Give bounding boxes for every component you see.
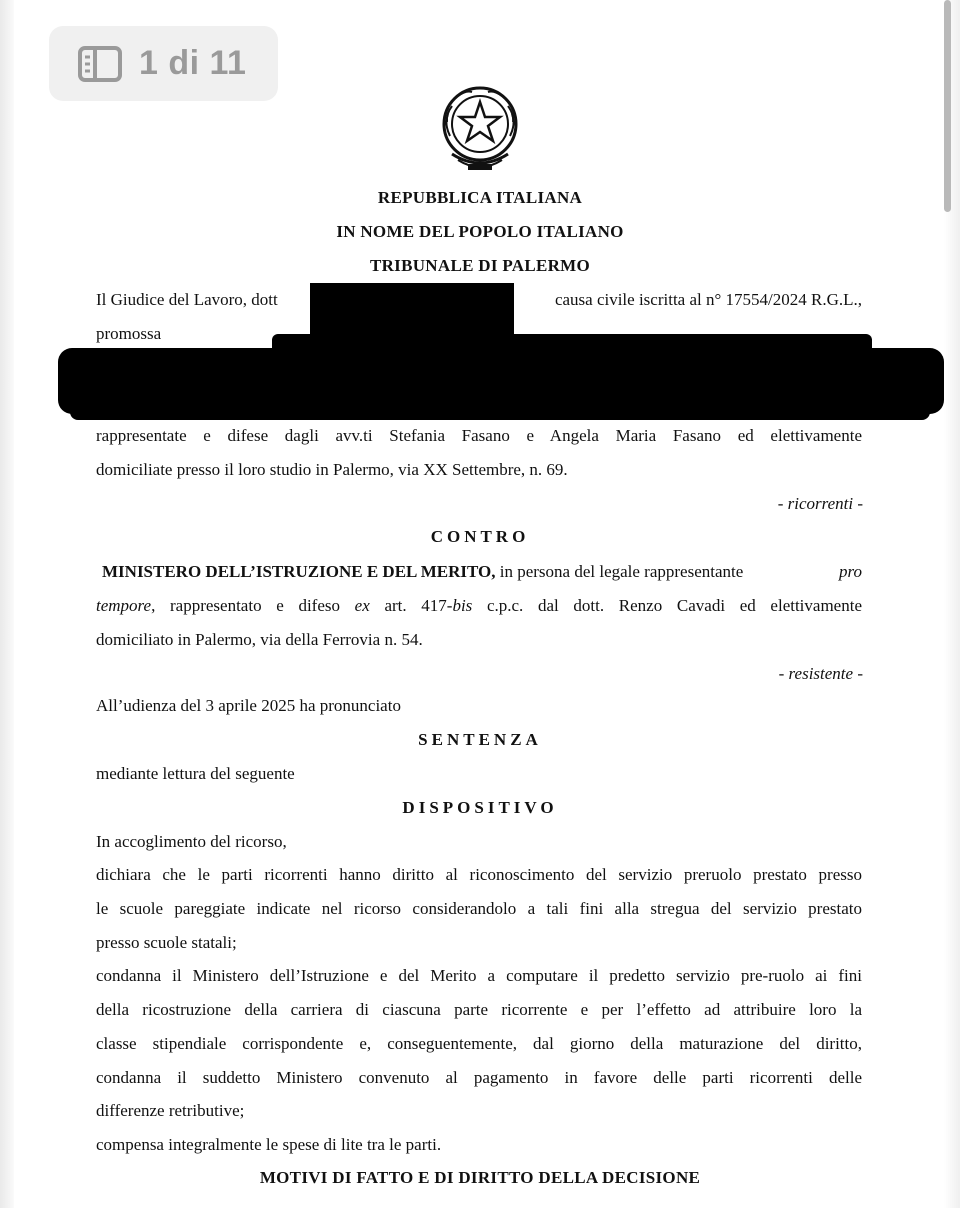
sentenza-heading: SENTENZA: [418, 730, 542, 749]
resistente-label: - resistente -: [778, 664, 863, 683]
motivi-heading: MOTIVI DI FATTO E DI DIRITTO DELLA DECISIONE: [259, 1168, 701, 1187]
page-edge-shadow: [0, 0, 14, 1208]
republic-emblem-icon: [438, 84, 522, 176]
body-line: condanna il suddetto Ministero convenuto al pagamento in favore delle parti ricorrenti delle: [96, 1068, 862, 1087]
page-layout-icon: [77, 45, 123, 83]
intro-right: causa civile iscritta al n° 17554/2024 R.G.L.,: [554, 290, 862, 309]
intro-left: Il Giudice del Lavoro, dott: [96, 290, 278, 309]
header-repubblica: REPUBBLICA ITALIANA: [377, 188, 583, 207]
representation-line-1: rappresentate e difese dagli avv.ti Stefania Fasano e Angela Maria Fasano ed elettivamente: [96, 426, 862, 445]
body-line: compensa integralmente le spese di lite tra le parti.: [96, 1135, 442, 1154]
ricorrenti-label: - ricorrenti -: [777, 494, 863, 513]
bis-text: bis: [452, 596, 473, 615]
promossa-text: promossa: [96, 324, 162, 343]
udienza-text: All’udienza del 3 aprile 2025 ha pronunciato: [96, 696, 401, 715]
line2-part-a: , rappresentato e difeso: [151, 596, 340, 615]
body-line: differenze retributive;: [96, 1101, 245, 1120]
lettura-text: mediante lettura del seguente: [96, 764, 295, 783]
line2-part-b: art. 417-: [384, 596, 453, 615]
header-tribunale: TRIBUNALE DI PALERMO: [369, 256, 591, 275]
ministry-line-1: [102, 562, 862, 582]
vertical-scrollbar[interactable]: [944, 0, 951, 212]
body-line: della ricostruzione della carriera di ciascuna parte ricorrente e per l’effetto ad attribuire loro la: [96, 1000, 862, 1019]
ministry-line-2: [96, 596, 862, 616]
dispositivo-heading: DISPOSITIVO: [402, 798, 558, 817]
header-popolo: IN NOME DEL POPOLO ITALIANO: [336, 222, 624, 241]
ministry-line-3: domiciliato in Palermo, via della Ferrovia n. 54.: [96, 630, 423, 649]
ministry-rest: in persona del legale rappresentante: [499, 562, 744, 581]
body-line: In accoglimento del ricorso,: [96, 832, 287, 851]
line2-part-c: c.p.c. dal dott. Renzo Cavadi ed elettivamente: [486, 596, 862, 615]
ministry-name: MINISTERO DELL’ISTRUZIONE E DEL MERITO,: [102, 562, 496, 581]
contro-heading: CONTRO: [430, 527, 530, 546]
pro-text: pro: [839, 562, 862, 581]
ex-text: ex: [354, 596, 370, 615]
body-line: condanna il Ministero dell’Istruzione e del Merito a computare il predetto servizio pre-ruolo ai fini: [96, 966, 862, 985]
redaction-bar: [70, 404, 930, 420]
page-indicator[interactable]: [49, 26, 278, 101]
page-counter: 1 di 11: [139, 44, 247, 82]
body-line: presso scuole statali;: [96, 933, 237, 952]
body-line: le scuole pareggiate indicate nel ricorso considerandolo a tali fini alla stregua del servizio prestato: [96, 899, 862, 918]
representation-line-2: domiciliate presso il loro studio in Palermo, via XX Settembre, n. 69.: [96, 460, 568, 479]
tempore-text: tempore: [96, 596, 152, 615]
body-line: classe stipendiale corrispondente e, conseguentemente, dal giorno della maturazione del diritto,: [96, 1034, 862, 1053]
body-line: dichiara che le parti ricorrenti hanno diritto al riconoscimento del servizio preruolo prestato presso: [96, 865, 862, 884]
